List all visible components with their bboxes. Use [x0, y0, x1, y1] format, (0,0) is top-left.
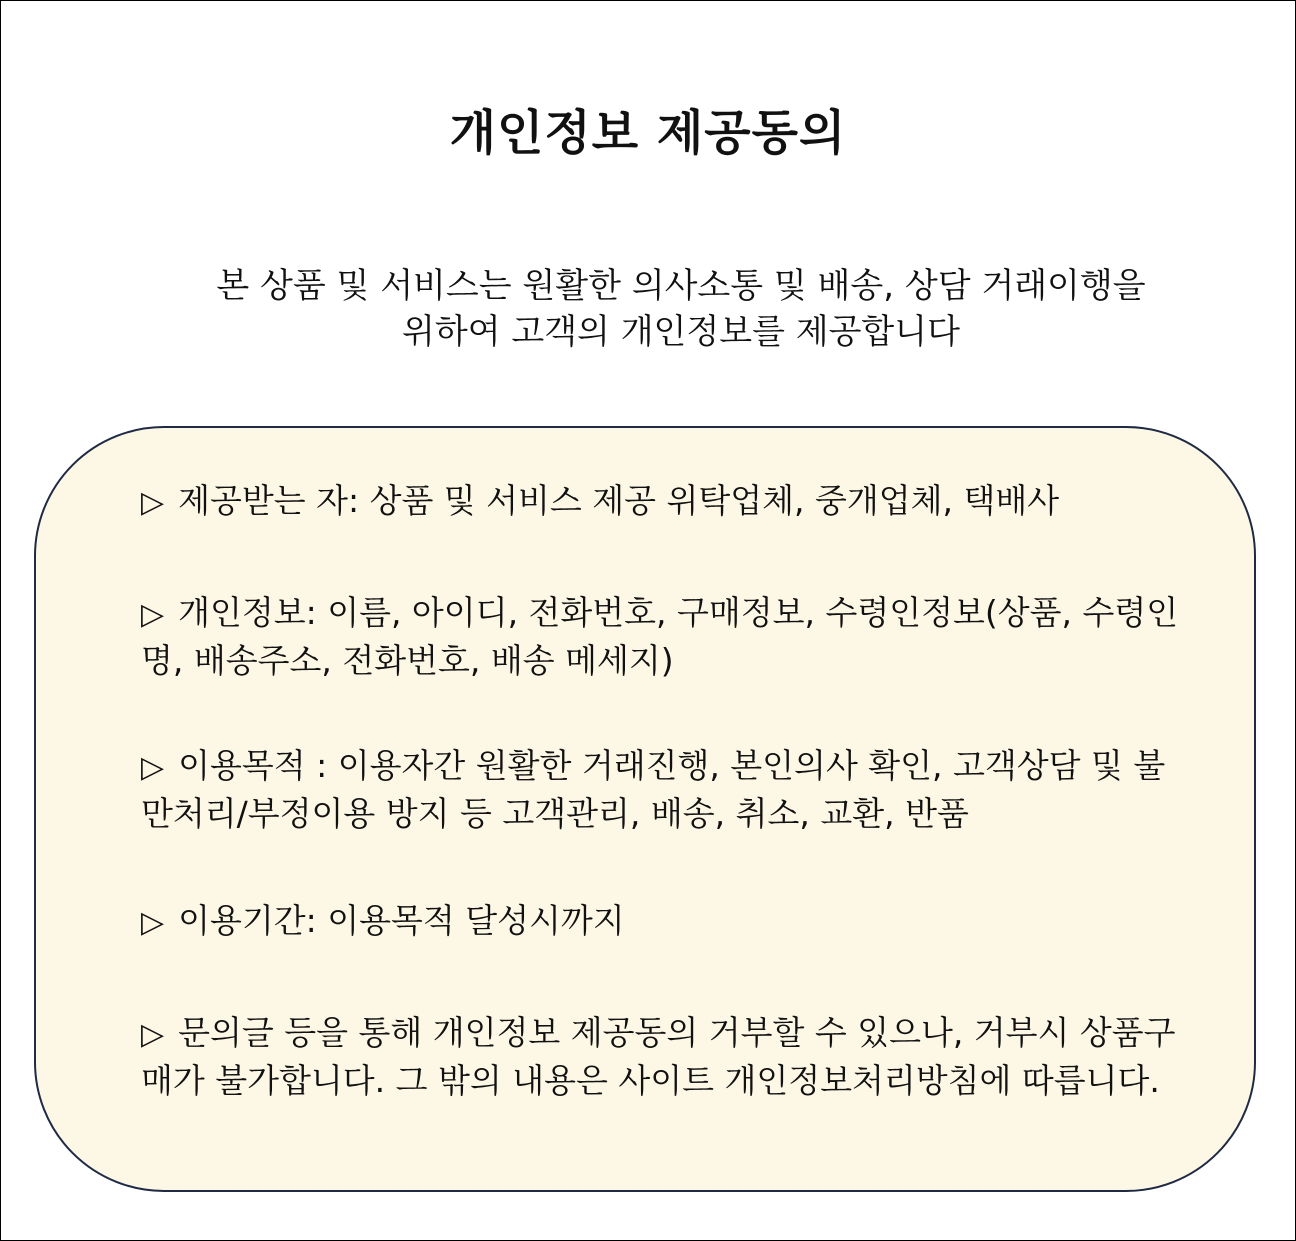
- item-personal-info: [141, 590, 1181, 684]
- item-refusal-notice-text: 문의글 등을 통해 개인정보 제공동의 거부할 수 있으나, 거부시 상품구매가 불가합니다. 그 밖의 내용은 사이트 개인정보처리방침에 따릅니다.: [141, 1013, 1176, 1100]
- item-recipient-text: 제공받는 자: 상품 및 서비스 제공 위탁업체, 중개업체, 택배사: [178, 481, 1060, 520]
- item-period: [141, 898, 1181, 946]
- item-personal-info-text: 개인정보: 이름, 아이디, 전화번호, 구매정보, 수령인정보(상품, 수령인명, 배송주소, 전화번호, 배송 메세지): [141, 593, 1179, 680]
- triangle-right-icon: ▷: [141, 1017, 165, 1052]
- item-purpose-text: 이용목적 : 이용자간 원활한 거래진행, 본인의사 확인, 고객상담 및 불만처리/부정이용 방지 등 고객관리, 배송, 취소, 교환, 반품: [141, 746, 1166, 833]
- triangle-right-icon: ▷: [141, 485, 165, 520]
- item-refusal-notice: [141, 1010, 1181, 1104]
- intro-line-1: 본 상품 및 서비스는 원활한 의사소통 및 배송, 상담 거래이행을: [216, 266, 1146, 306]
- intro-line-2: 위하여 고객의 개인정보를 제공합니다: [402, 312, 960, 352]
- triangle-right-icon: ▷: [141, 597, 165, 632]
- triangle-right-icon: ▷: [141, 905, 165, 940]
- triangle-right-icon: ▷: [141, 750, 165, 785]
- item-recipient: [141, 478, 1181, 526]
- item-period-text: 이용기간: 이용목적 달성시까지: [178, 901, 625, 940]
- intro-paragraph: [141, 263, 1221, 355]
- item-purpose: [141, 743, 1181, 837]
- consent-details-box: [34, 426, 1256, 1192]
- page-title: 개인정보 제공동의: [449, 105, 847, 161]
